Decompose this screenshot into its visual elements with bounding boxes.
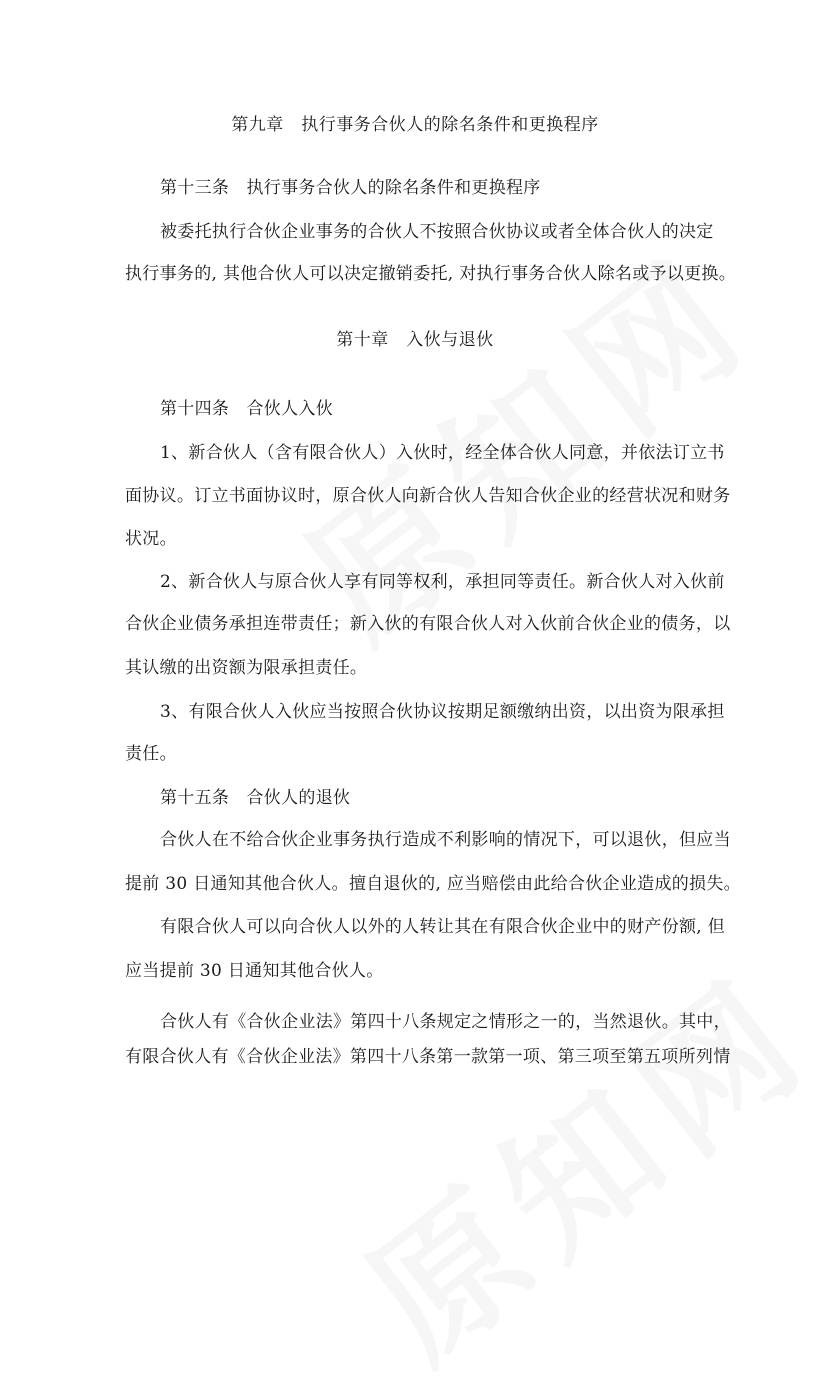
paragraph-line: 状况。 xyxy=(125,529,177,549)
paragraph-line: 1、新合伙人（含有限合伙人）入伙时，经全体合伙人同意，并依法订立书 xyxy=(160,443,725,463)
watermark-lower xyxy=(317,918,830,1398)
paragraph-line: 合伙人有《合伙企业法》第四十八条规定之情形之一的，当然退伙。其中， xyxy=(160,1012,731,1032)
paragraph-line: 有限合伙人有《合伙企业法》第四十八条第一款第一项、第三项至第五项所列情 xyxy=(125,1047,731,1067)
paragraph-line: 2、新合伙人与原合伙人享有同等权利，承担同等责任。新合伙人对入伙前 xyxy=(160,572,725,592)
paragraph-line: 其认缴的出资额为限承担责任。 xyxy=(125,658,368,678)
paragraph-line: 执行事务的, 其他合伙人可以决定撤销委托, 对执行事务合伙人除名或予以更换。 xyxy=(125,264,737,284)
paragraph-line: 合伙企业债务承担连带责任；新入伙的有限合伙人对入伙前合伙企业的债务，以 xyxy=(125,614,731,634)
paragraph-line: 被委托执行合伙企业事务的合伙人不按照合伙协议或者全体合伙人的决定 xyxy=(160,222,714,242)
paragraph-line: 责任。 xyxy=(125,744,177,764)
paragraph-line: 面协议。订立书面协议时，原合伙人向新合伙人告知合伙企业的经营状况和财务 xyxy=(125,486,731,506)
chapter-title: 第十章 入伙与退伙 xyxy=(336,330,494,350)
article-heading: 第十五条 合伙人的退伙 xyxy=(160,788,351,808)
article-heading: 第十四条 合伙人入伙 xyxy=(160,399,333,419)
paragraph-line: 有限合伙人可以向合伙人以外的人转让其在有限合伙企业中的财产份额, 但 xyxy=(160,917,726,937)
paragraph-line: 合伙人在不给合伙企业事务执行造成不利影响的情况下，可以退伙，但应当 xyxy=(160,830,731,850)
paragraph-line: 3、有限合伙人入伙应当按照合伙协议按期足额缴纳出资，以出资为限承担 xyxy=(160,702,725,722)
article-heading: 第十三条 执行事务合伙人的除名条件和更换程序 xyxy=(160,178,541,198)
paragraph-line: 提前 30 日通知其他合伙人。擅自退伙的, 应当赔偿由此给合伙企业造成的损失。 xyxy=(125,874,741,894)
chapter-title: 第九章 执行事务合伙人的除名条件和更换程序 xyxy=(231,115,599,135)
paragraph-line: 应当提前 30 日通知其他合伙人。 xyxy=(125,961,384,981)
